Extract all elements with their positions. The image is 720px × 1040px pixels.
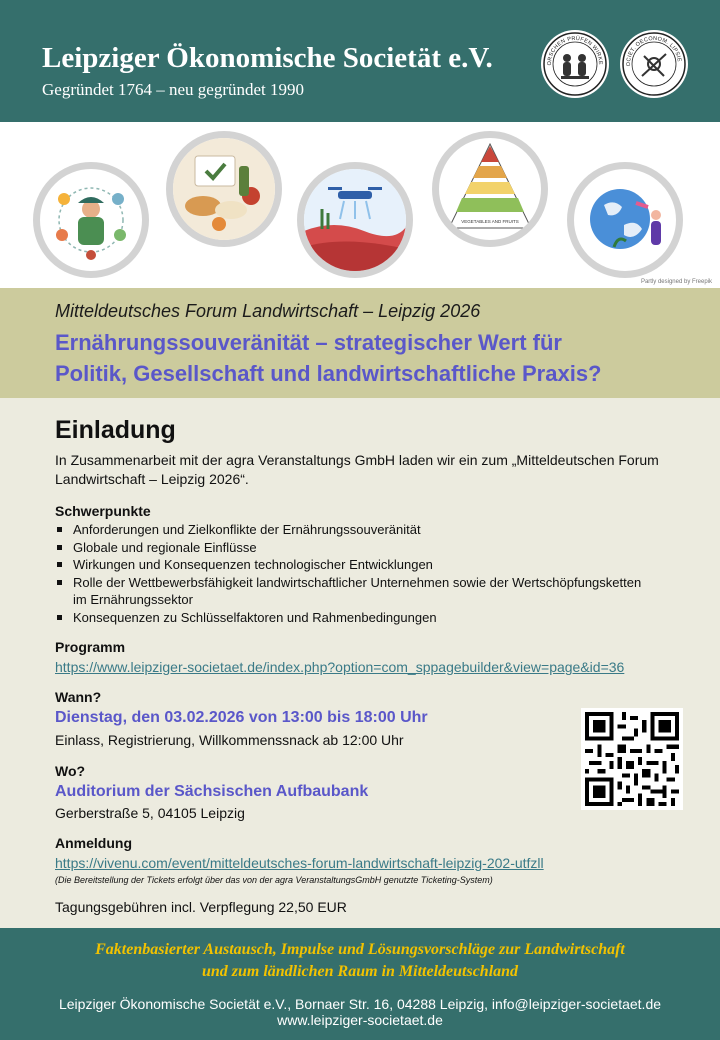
illustration-strip	[0, 122, 720, 288]
pyramid-caption: VEGETABLES AND FRUITS	[461, 219, 519, 224]
venue-name: Auditorium der Sächsischen Aufbaubank	[55, 783, 369, 800]
program-link[interactable]: https://www.leipziger-societaet.de/index.php?option=com_sppagebuilder&view=page&id=36	[55, 659, 625, 675]
list-item: Globale und regionale Einflüsse	[55, 539, 655, 557]
org-title: Leipziger Ökonomische Societät e.V.	[42, 42, 493, 74]
qr-code[interactable]	[581, 708, 683, 810]
slogan-line1: Faktenbasierter Austausch, Impulse und Lösungsvorschläge zur Landwirtschaft	[95, 941, 625, 958]
footer-contact	[0, 996, 720, 1028]
list-item: Konsequenzen zu Schlüsselfaktoren und Rahmenbedingungen	[55, 609, 655, 627]
event-title	[55, 327, 602, 389]
invitation-heading: Einladung	[55, 416, 176, 444]
org-subtitle: Gegründet 1764 – neu gegründet 1990	[42, 80, 305, 99]
footer	[0, 928, 720, 1040]
list-item: Anforderungen und Zielkonflikte der Ernährungssouveränität	[55, 521, 655, 539]
focus-label: Schwerpunkte	[55, 503, 151, 519]
svg-text:FORSCHEN PRÜFEN WIRKEN	[541, 30, 603, 66]
seal-societ-oeconom-lipsiens	[620, 30, 688, 98]
event-title-line1: Ernährungssouveränität – strategischer Wert für	[55, 330, 562, 355]
svg-text:SOCIET. OECONOM. LIPSIENS	[620, 30, 682, 66]
event-subtitle: Mitteldeutsches Forum Landwirtschaft – Leipzig 2026	[55, 301, 481, 321]
registration-link[interactable]: https://vivenu.com/event/mitteldeutsches-forum-landwirtschaft-leipzig-202-utfzll	[55, 855, 544, 871]
program-label: Programm	[55, 639, 126, 655]
focus-list	[55, 521, 655, 626]
seal-forschen-pruefen-wirken	[541, 30, 609, 98]
drone-field-icon	[297, 162, 413, 278]
event-date: Dienstag, den 03.02.2026 von 13:00 bis 18:00 Uhr	[55, 709, 428, 726]
registration-label: Anmeldung	[55, 835, 132, 851]
venue-address: Gerberstraße 5, 04105 Leipzig	[55, 805, 245, 821]
event-title-band	[0, 288, 720, 398]
where-label: Wo?	[55, 763, 86, 779]
slogan-line2: und zum ländlichen Raum in Mitteldeutschland	[201, 963, 519, 980]
food-pyramid-icon	[432, 131, 548, 247]
footer-website[interactable]: www.leipziger-societaet.de	[277, 1012, 443, 1028]
registration-note: (Die Bereitstellung der Tickets erfolgt über das von der agra VeranstaltungsGmbH genutzte Ticketing-System)	[55, 875, 493, 885]
event-date-detail: Einlass, Registrierung, Willkommenssnack ab 12:00 Uhr	[55, 732, 404, 748]
seal1-text: ORSCHEN PRÜFEN WIRKE	[546, 35, 604, 66]
when-label: Wann?	[55, 689, 102, 705]
footer-address: Leipziger Ökonomische Societät e.V., Bornaer Str. 16, 04288 Leipzig, info@leipziger-societaet.de	[58, 996, 662, 1012]
farmer-circle-icon	[33, 162, 149, 278]
invitation-text: In Zusammenarbeit mit der agra Veranstaltungs GmbH laden wir ein zum „Mitteldeutschen Forum Landwirtschaft – Leipzig 2026“.	[55, 452, 659, 487]
list-item: Rolle der Wettbewerbsfähigkeit landwirtschaftlicher Unternehmen sowie der Wertschöpfungsketten im Ernährungssektor	[55, 574, 655, 609]
image-credit: Partly designed by Freepik	[640, 279, 712, 285]
globe-plant-icon	[567, 162, 683, 278]
header	[0, 0, 720, 122]
footer-slogan	[0, 939, 720, 983]
seal2-text: OCIET. OECONOM. LIPSIE	[625, 35, 682, 67]
conference-fee: Tagungsgebühren incl. Verpflegung 22,50 EUR	[55, 899, 347, 915]
event-title-line2: Politik, Gesellschaft und landwirtschaftliche Praxis?	[55, 361, 602, 386]
food-basket-icon	[166, 131, 282, 247]
list-item: Wirkungen und Konsequenzen technologischer Entwicklungen	[55, 556, 655, 574]
